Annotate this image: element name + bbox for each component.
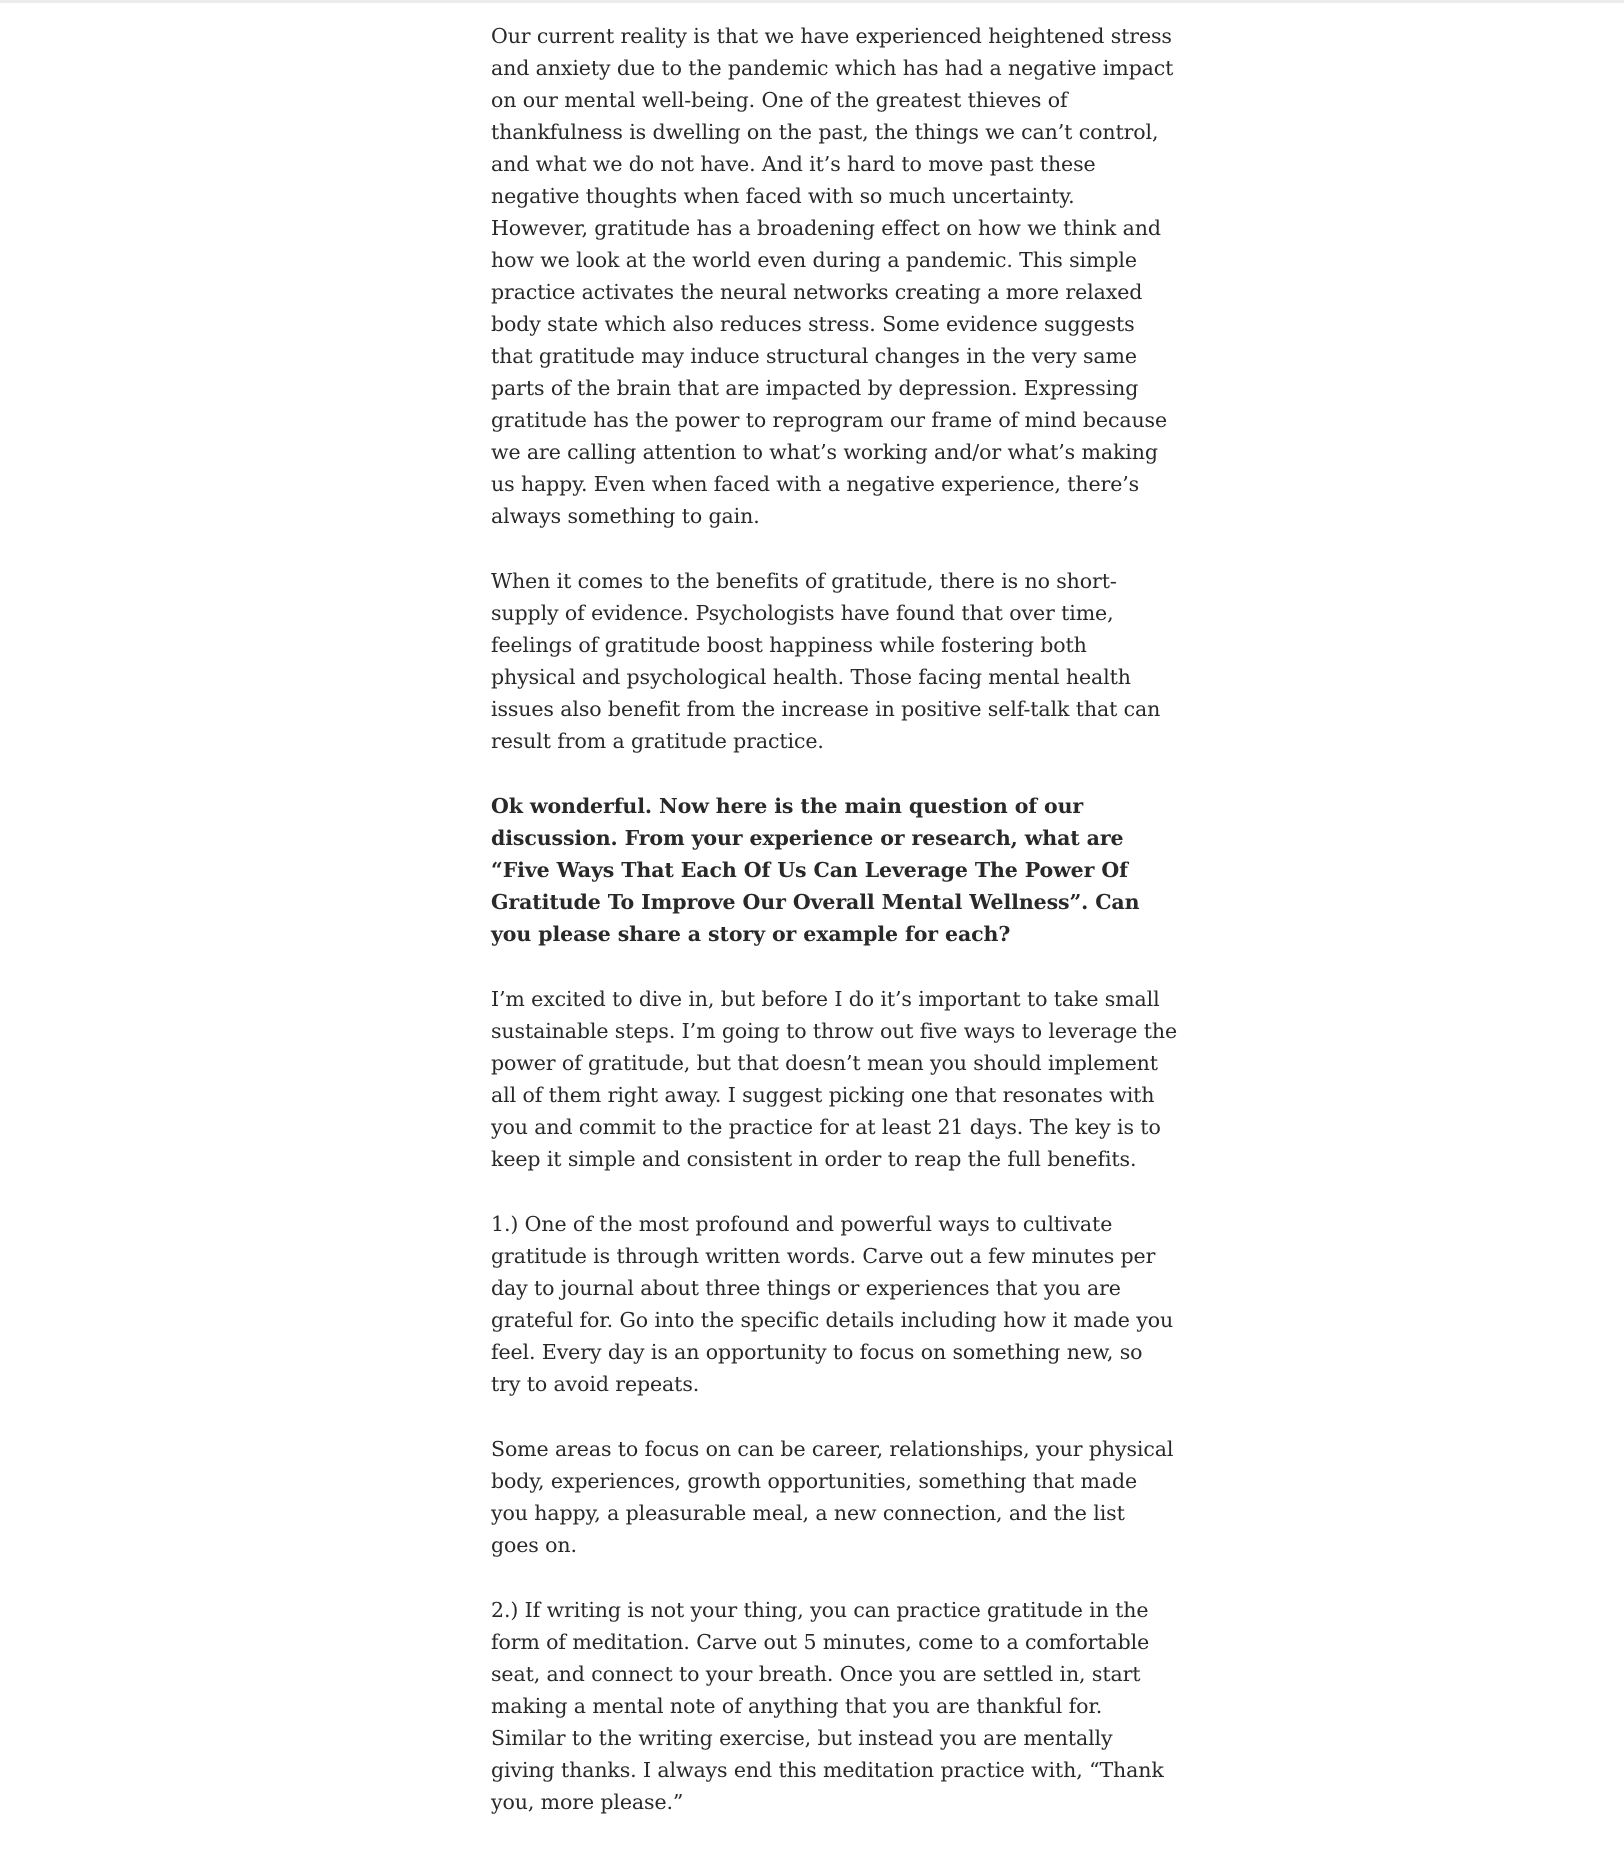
paragraph-way-1-journaling: 1.) One of the most profound and powerful ways to cultivate gratitude is through written words. Carve out a few minutes per day to journal about three things or experiences that you are grateful for. Go into the specific details including how it made you feel. Every day is an opportunity to focus on something new, so try to avoid repeats. bbox=[491, 1212, 1174, 1396]
paragraph-way-2-meditation: 2.) If writing is not your thing, you can practice gratitude in the form of meditation. Carve out 5 minutes, come to a comfortable seat, and connect to your breath. Once you are settled in, start making a mental note of anything that you are thankful for. Similar to the writing exercise, but instead you are mentally giving thanks. I always end this meditation practice with, “Thank you, more please.” bbox=[491, 1598, 1164, 1814]
paragraph-benefits-of-gratitude: When it comes to the benefits of gratitude, there is no short-supply of evidence. Psychologists have found that over time, feelings of gratitude boost happiness while fostering both physical and psychological health. Those facing mental health issues also benefit from the increase in positive self-talk that can result from a gratitude practice. bbox=[491, 569, 1161, 753]
top-divider bbox=[0, 0, 1624, 3]
interview-question: Ok wonderful. Now here is the main question of our discussion. From your experience or research, what are “Five Ways That Each Of Us Can Leverage The Power Of Gratitude To Improve Our Overall Mental Wellness”. Can you please share a story or example for each? bbox=[491, 794, 1140, 946]
paragraph-pandemic-stress: Our current reality is that we have experienced heightened stress and anxiety due to the pandemic which has had a negative impact on our mental well-being. One of the greatest thieves of thankfulness is dwelling on the past, the things we can’t control, and what we do not have. And it’s hard to move past these negative thoughts when faced with so much uncertainty. However, gratitude has a broadening effect on how we think and how we look at the world even during a pandemic. This simple practice activates the neural networks creating a more relaxed body state which also reduces stress. Some evidence suggests that gratitude may induce structural changes in the very same parts of the brain that are impacted by depression. Expressing gratitude has the power to reprogram our frame of mind because we are calling attention to what’s working and/or what’s making us happy. Even when faced with a negative experience, there’s always something to gain. bbox=[491, 24, 1174, 528]
article-body bbox=[491, 20, 1177, 1851]
paragraph-intro-five-ways: I’m excited to dive in, but before I do it’s important to take small sustainable steps. I’m going to throw out five ways to leverage the power of gratitude, but that doesn’t mean you should implement all of them right away. I suggest picking one that resonates with you and commit to the practice for at least 21 days. The key is to keep it simple and consistent in order to reap the full benefits. bbox=[491, 987, 1177, 1171]
paragraph-focus-areas: Some areas to focus on can be career, relationships, your physical body, experiences, growth opportunities, something that made you happy, a pleasurable meal, a new connection, and the list goes on. bbox=[491, 1437, 1174, 1557]
